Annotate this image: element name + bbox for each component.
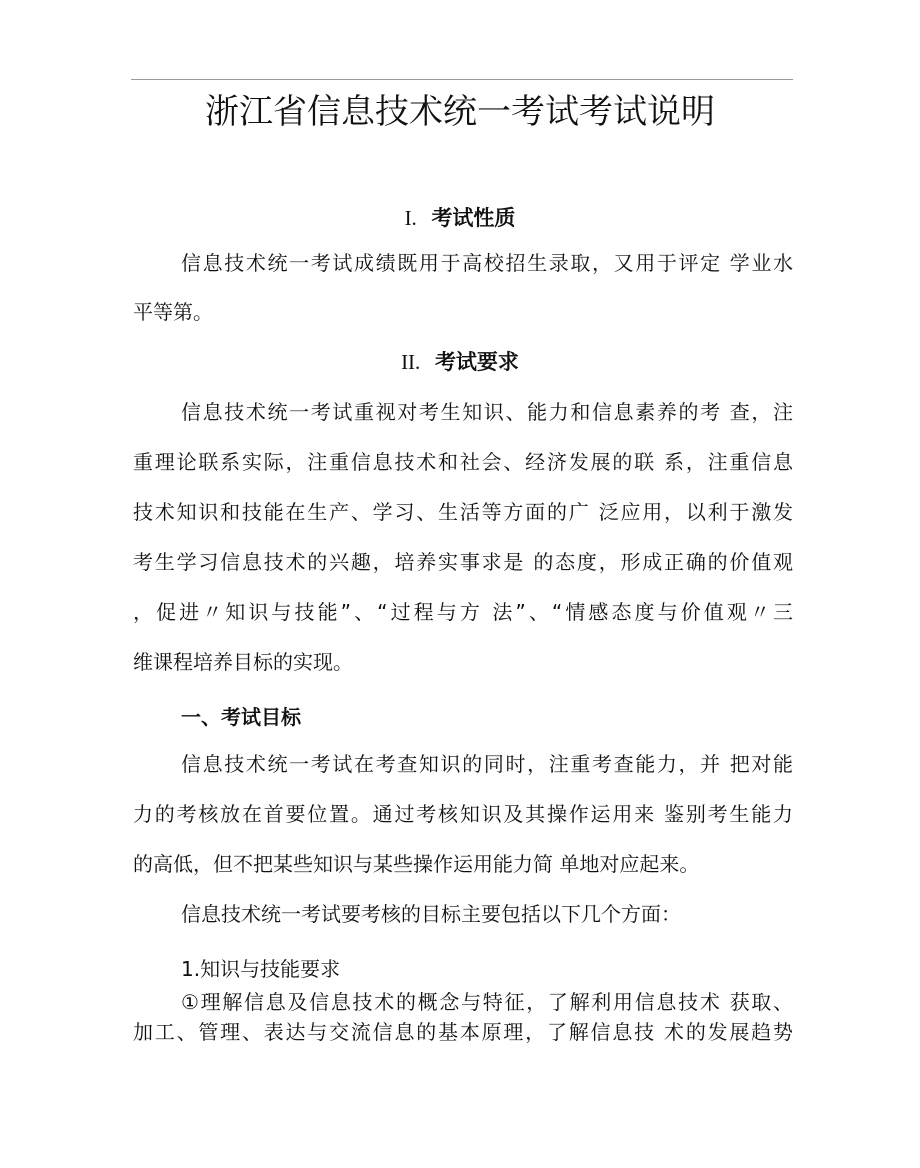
- header-rule: [131, 79, 793, 80]
- list-item-number: 1.: [181, 957, 201, 981]
- section-number: I.: [404, 206, 417, 230]
- subsection-title: 一、考试目标: [181, 705, 301, 729]
- section-heading-nature: [0, 202, 920, 232]
- paragraph-line: 加工、管理、表达与交流信息的基本原理，了解信息技 术的发展趋势: [133, 1020, 793, 1044]
- paragraph-line: 信息技术统一考试要考核的目标主要包括以下几个方面：: [181, 902, 681, 926]
- section-title: 考试性质: [431, 206, 516, 230]
- paragraph-line: 的高低，但不把某些知识与某些操作运用能力简 单地对应起来。: [133, 852, 700, 876]
- paragraph-line: 力的考核放在首要位置。通过考核知识及其操作运用来 鉴别考生能力: [133, 802, 793, 826]
- paragraph-line: 平等第。: [133, 300, 213, 324]
- section-title: 考试要求: [434, 350, 519, 374]
- paragraph-line: ，促进〃知识与技能”、“过程与方 法”、“情感态度与价值观〃三: [133, 600, 793, 624]
- list-item-title: 知识与技能要求: [200, 957, 341, 981]
- paragraph-line: 信息技术统一考试在考查知识的同时，注重考查能力，并 把对能: [181, 752, 793, 776]
- paragraph-line: 考生学习信息技术的兴趣，培养实事求是 的态度，形成正确的价值观: [133, 550, 793, 574]
- section-heading-requirements: [0, 346, 920, 376]
- paragraph-line: 维课程培养目标的实现。: [133, 650, 353, 674]
- paragraph-line: 信息技术统一考试成绩既用于高校招生录取，又用于评定 学业水: [181, 251, 793, 275]
- document-title: 浙江省信息技术统一考试考试说明: [205, 92, 715, 132]
- section-number: II.: [401, 350, 421, 374]
- paragraph-line: 技术知识和技能在生产、学习、生活等方面的广 泛应用，以利于激发: [133, 500, 793, 524]
- list-item-heading: [181, 953, 340, 982]
- paragraph-line: 信息技术统一考试重视对考生知识、能力和信息素养的考 查，注: [181, 400, 793, 424]
- paragraph-line: 重理论联系实际，注重信息技术和社会、经济发展的联 系，注重信息: [133, 450, 793, 474]
- paragraph-line: ①理解信息及信息技术的概念与特征，了解利用信息技术 获取、: [181, 990, 793, 1014]
